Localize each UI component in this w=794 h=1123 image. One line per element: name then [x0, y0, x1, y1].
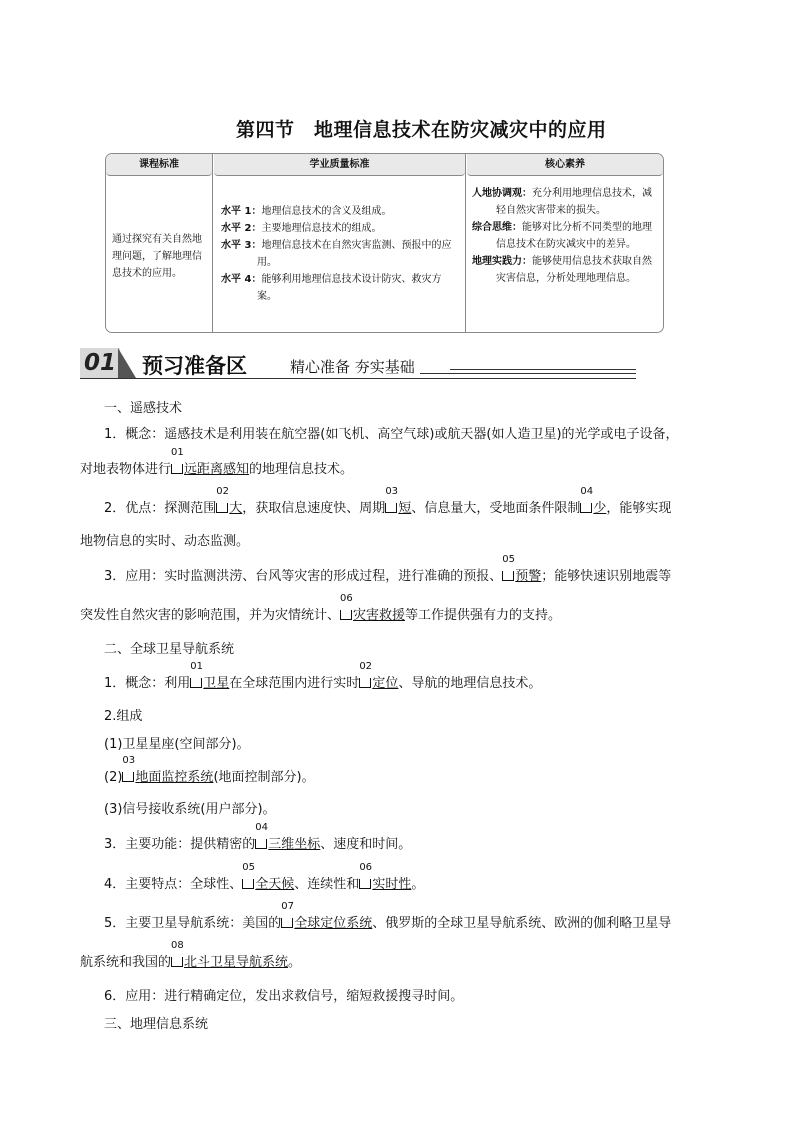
answer-blank: [580, 486, 607, 516]
blank-number: 01: [190, 661, 204, 672]
answer-blank: [242, 862, 295, 892]
blank-box-icon: [216, 503, 228, 513]
blank-box-icon: [242, 879, 254, 889]
core-literacies: [472, 185, 658, 287]
gn-systems-line-2: [80, 940, 302, 970]
text: 、信息量大，受地面条件限制: [411, 501, 581, 516]
level-label: 水平 3：: [221, 240, 262, 251]
text: 对地表物体进行: [80, 462, 172, 477]
answer-text: 远距离感知: [184, 462, 250, 477]
blank-number: 02: [359, 661, 373, 672]
literacy-item: [472, 253, 658, 287]
text: 。: [288, 955, 302, 970]
blank-number: 03: [385, 486, 399, 497]
blank-number: 03: [122, 755, 136, 766]
standards-table: [105, 153, 664, 333]
blank-number: 08: [171, 940, 184, 951]
quality-standard-column: [214, 154, 465, 332]
blank-box-icon: [171, 464, 183, 474]
answer-text: 地面监控系统: [135, 770, 214, 785]
banner-rule: [450, 369, 636, 370]
gn-composition-heading: 2.组成: [104, 709, 143, 724]
answer-blank: [190, 661, 230, 691]
blank-number: 06: [340, 593, 353, 604]
text: 。: [411, 877, 425, 892]
answer-blank: [171, 447, 250, 477]
blank-number: 04: [255, 822, 269, 833]
course-standard-column: [106, 154, 212, 332]
answer-text: 大: [229, 501, 243, 516]
gn-application: 6．应用：进行精确定位，发出求救信号，缩短救援搜寻时间。: [104, 989, 464, 1004]
text: ，获取信息速度快、周期: [242, 501, 386, 516]
text: 航系统和我国的: [80, 955, 172, 970]
answer-text: 三维坐标: [268, 837, 321, 852]
literacy-text: 能够对比分析不同类型的地理信息技术在防灾减灾中的差异。: [496, 222, 652, 250]
blank-number: 05: [242, 862, 256, 873]
text: ，能够实现: [606, 501, 672, 516]
section-subtitle: 精心准备 夯实基础: [290, 358, 415, 376]
answer-text: 少: [593, 501, 607, 516]
answer-blank: [216, 486, 243, 516]
rs-concept-line-2: [80, 447, 354, 477]
text: 、俄罗斯的全球卫星导航系统、欧洲的伽利略卫星导: [372, 916, 672, 931]
heading-gnss: 二、全球卫星导航系统: [104, 642, 235, 657]
blank-box-icon: [580, 503, 592, 513]
answer-blank: [502, 554, 542, 584]
blank-box-icon: [359, 678, 371, 688]
gn-features: [104, 862, 425, 892]
level-text: 能够利用地理信息技术设计防灾、救灾方案。: [257, 274, 442, 302]
text: 5．主要卫星导航系统：美国的: [104, 916, 282, 931]
level-label: 水平 2：: [221, 223, 262, 234]
blank-box-icon: [255, 839, 267, 849]
banner-underline: [80, 378, 636, 379]
literacy-text: 能够使用信息技术获取自然灾害信息，分析处理地理信息。: [496, 256, 652, 284]
banner-rule: [420, 373, 636, 374]
text: 等工作提供强有力的支持。: [405, 608, 562, 623]
text: 、连续性和: [294, 877, 360, 892]
core-literacy-header: 核心素养: [467, 154, 663, 176]
text: 4．主要特点：全球性、: [104, 877, 243, 892]
blank-number: 05: [502, 554, 516, 565]
text: (地面控制部分)。: [213, 770, 315, 785]
quality-standard-header: 学业质量标准: [214, 154, 465, 176]
level-text: 主要地理信息技术的组成。: [261, 223, 382, 234]
answer-text: 北斗卫星导航系统: [184, 955, 289, 970]
blank-box-icon: [385, 503, 397, 513]
rs-application-line-1: [104, 554, 672, 584]
gn-composition-2: [104, 755, 315, 785]
text: 在全球范围内进行实时: [229, 676, 360, 691]
gn-composition-3: (3)信号接收系统(用户部分)。: [104, 802, 276, 817]
text: 的地理信息技术。: [249, 462, 354, 477]
rs-concept-line-1: 1．概念：遥感技术是利用装在航空器(如飞机、高空气球)或航天器(如人造卫星)的光学或电子设备，: [104, 427, 679, 442]
level-text: 地理信息技术的含义及组成。: [261, 206, 392, 217]
answer-blank: [255, 822, 321, 852]
quality-levels: [221, 203, 459, 305]
quality-level-3: [221, 237, 459, 271]
heading-gis: 三、地理信息系统: [104, 1017, 209, 1032]
gn-concept: [104, 661, 542, 691]
column-divider: [465, 154, 466, 332]
text: 、速度和时间。: [320, 837, 412, 852]
answer-blank: [122, 755, 214, 785]
section-title: 预习准备区: [142, 353, 247, 378]
blank-box-icon: [190, 678, 202, 688]
section-banner: [80, 348, 636, 380]
blank-box-icon: [502, 571, 514, 581]
blank-number: 01: [171, 447, 184, 458]
answer-blank: [171, 940, 289, 970]
level-text: 地理信息技术在自然灾害监测、预报中的应用。: [257, 240, 452, 268]
gn-function: [104, 822, 412, 852]
quality-level-2: [221, 220, 459, 237]
column-divider: [212, 154, 213, 332]
blank-box-icon: [122, 772, 134, 782]
blank-box-icon: [359, 879, 371, 889]
text: 1．概念：利用: [104, 676, 191, 691]
answer-blank: [385, 486, 412, 516]
answer-blank: [281, 901, 373, 931]
section-number: 01: [80, 348, 120, 378]
course-standard-text: 通过探究有关自然地理问题，了解地理信息技术的应用。: [112, 234, 202, 279]
answer-text: 定位: [372, 676, 399, 691]
gn-composition-1: (1)卫星星座(空间部分)。: [104, 737, 250, 752]
literacy-item: [472, 185, 658, 219]
answer-text: 预警: [515, 569, 542, 584]
heading-remote-sensing: 一、遥感技术: [104, 401, 183, 416]
quality-level-1: [221, 203, 459, 220]
text: 2．优点：探测范围: [104, 501, 217, 516]
quality-level-4: [221, 271, 459, 305]
blank-box-icon: [281, 918, 293, 928]
literacy-item: [472, 219, 658, 253]
text: 、导航的地理信息技术。: [398, 676, 542, 691]
course-standard-header: 课程标准: [106, 154, 212, 176]
blank-number: 02: [216, 486, 230, 497]
text: 3．应用：实时监测洪涝、台风等灾害的形成过程，进行准确的预报、: [104, 569, 503, 584]
answer-blank: [359, 862, 412, 892]
rs-advantage-line-2: 地物信息的实时、动态监测。: [80, 534, 250, 549]
rs-advantage-line-1: [104, 486, 672, 516]
gn-systems-line-1: [104, 901, 672, 931]
answer-text: 全天候: [255, 877, 295, 892]
answer-text: 实时性: [372, 877, 412, 892]
text: (2): [104, 770, 123, 785]
answer-blank: [359, 661, 399, 691]
text: ；能够快速识别地震等: [541, 569, 672, 584]
text: 突发性自然灾害的影响范围，并为灾情统计、: [80, 608, 341, 623]
level-label: 水平 1：: [221, 206, 262, 217]
blank-box-icon: [340, 610, 352, 620]
blank-box-icon: [171, 957, 183, 967]
rs-application-line-2: [80, 593, 562, 623]
text: 3．主要功能：提供精密的: [104, 837, 256, 852]
page-title: 第四节 地理信息技术在防灾减灾中的应用: [236, 119, 607, 141]
blank-number: 04: [580, 486, 594, 497]
answer-text: 短: [398, 501, 412, 516]
literacy-label: 地理实践力：: [472, 256, 532, 267]
answer-blank: [340, 593, 406, 623]
core-literacy-column: [467, 154, 663, 332]
literacy-label: 综合思维：: [472, 222, 522, 233]
literacy-text: 充分利用地理信息技术，减轻自然灾害带来的损失。: [496, 188, 652, 216]
answer-text: 卫星: [203, 676, 230, 691]
answer-text: 灾害救援: [353, 608, 406, 623]
banner-slash-decoration: [118, 348, 136, 378]
answer-text: 全球定位系统: [294, 916, 373, 931]
blank-number: 06: [359, 862, 373, 873]
literacy-label: 人地协调观：: [472, 188, 532, 199]
blank-number: 07: [281, 901, 295, 912]
level-label: 水平 4：: [221, 274, 262, 285]
